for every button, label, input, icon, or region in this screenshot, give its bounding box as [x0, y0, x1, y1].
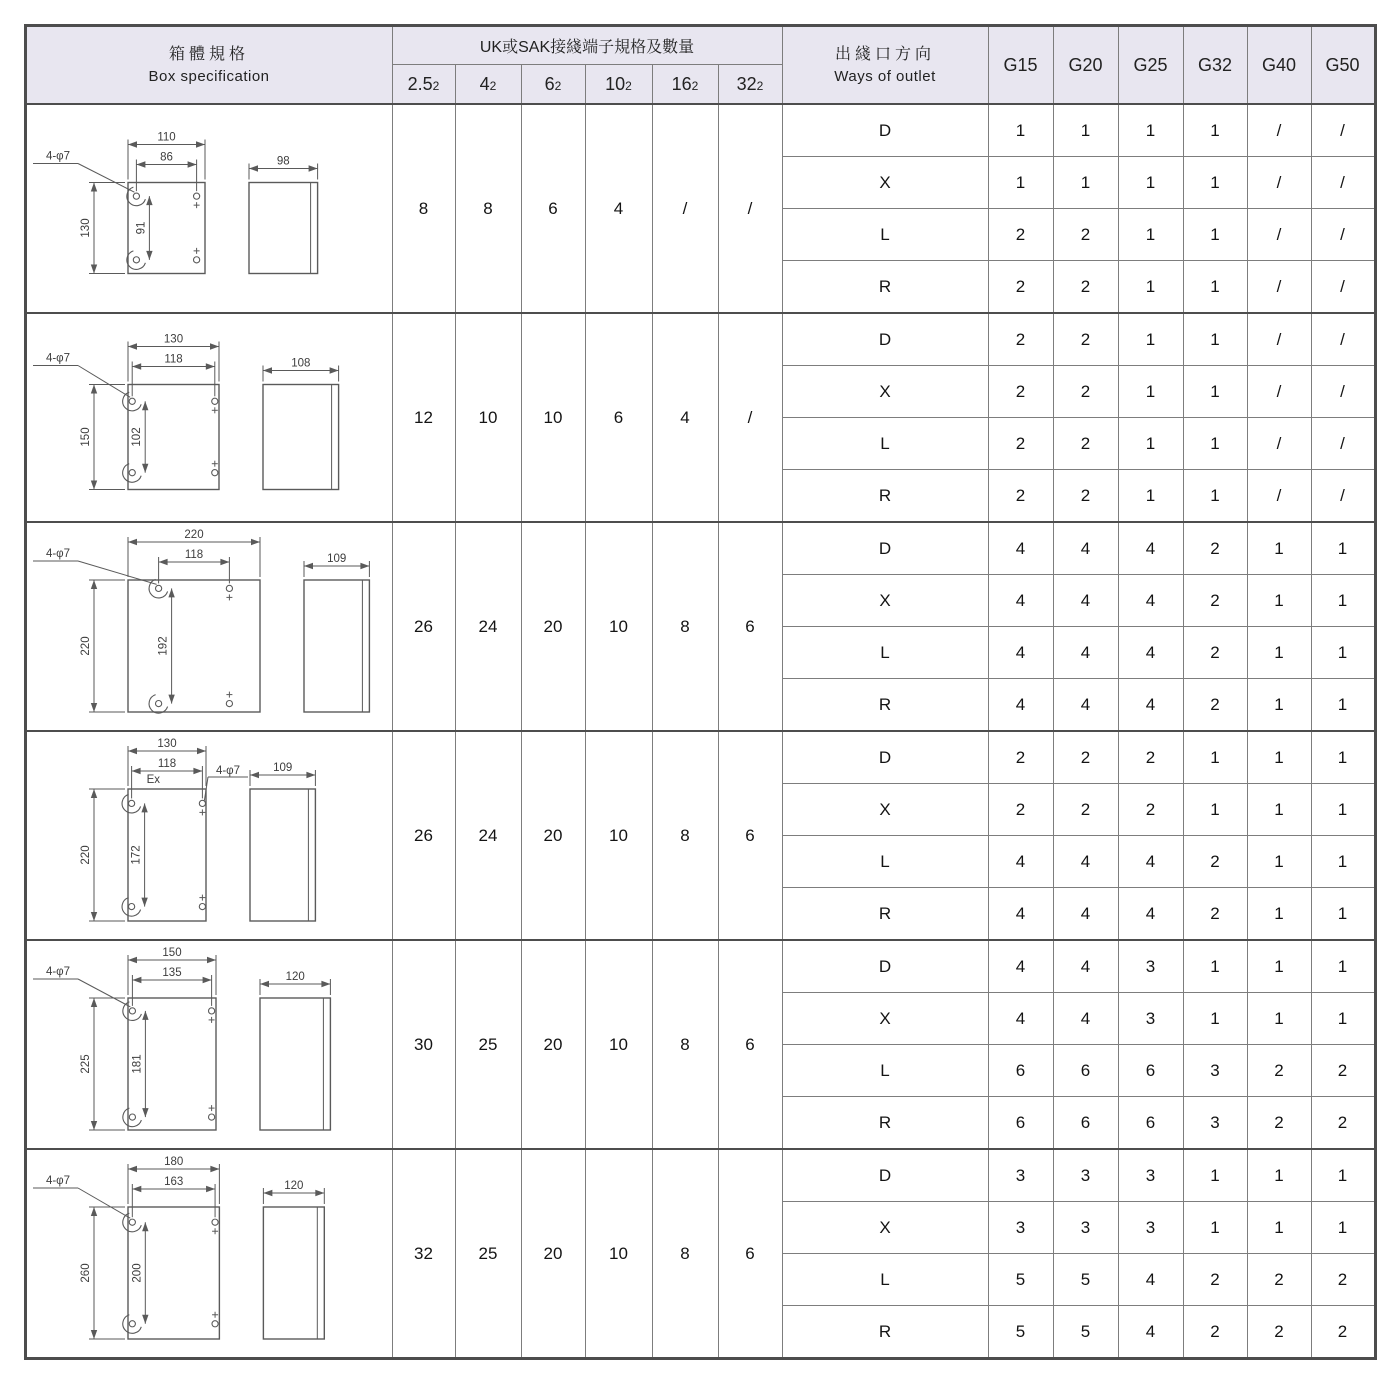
outlet-count-cell: 2: [1053, 261, 1118, 314]
box-drawing-svg: [28, 1153, 390, 1355]
terminal-count-cell: 10: [585, 522, 652, 731]
svg-text:4-φ7: 4-φ7: [215, 764, 241, 777]
outlet-count-cell: 2: [988, 418, 1053, 470]
box-drawing: [25, 731, 392, 940]
outlet-count-cell: 6: [988, 1097, 1053, 1150]
outlet-count-cell: /: [1311, 418, 1375, 470]
outlet-count-cell: /: [1247, 418, 1311, 470]
outlet-count-cell: 4: [1053, 993, 1118, 1045]
svg-text:4-φ7: 4-φ7: [45, 965, 71, 978]
outlet-count-cell: 3: [1118, 1202, 1183, 1254]
outlet-count-cell: /: [1247, 209, 1311, 261]
header-row-top: [25, 26, 1375, 65]
outlet-count-cell: 1: [1183, 940, 1247, 993]
outlet-count-cell: 3: [988, 1149, 1053, 1202]
outlet-count-cell: /: [1247, 104, 1311, 157]
terminal-count-cell: 6: [718, 940, 782, 1149]
outlet-count-cell: 1: [1118, 366, 1183, 418]
outlet-count-cell: 2: [1247, 1306, 1311, 1359]
box-drawing: [25, 1149, 392, 1359]
outlet-count-cell: 2: [1053, 731, 1118, 784]
outlet-direction-cell: R: [782, 261, 988, 314]
outlet-direction-cell: X: [782, 1202, 988, 1254]
outlet-count-cell: 6: [1053, 1097, 1118, 1150]
box-drawing-svg: [28, 526, 390, 728]
outlet-count-cell: 1: [1118, 209, 1183, 261]
outlet-count-cell: 1: [1247, 836, 1311, 888]
outlet-count-cell: 1: [1183, 366, 1247, 418]
outlet-count-cell: 2: [988, 313, 1053, 366]
header-size-16: 162: [652, 65, 718, 105]
outlet-count-cell: 1: [1311, 1149, 1375, 1202]
terminal-count-cell: 4: [652, 313, 718, 522]
outlet-count-cell: 2: [1183, 888, 1247, 941]
outlet-count-cell: 1: [988, 104, 1053, 157]
outlet-count-cell: 2: [1183, 679, 1247, 732]
outlet-count-cell: 1: [1247, 888, 1311, 941]
outlet-count-cell: 1: [1118, 418, 1183, 470]
outlet-count-cell: 1: [1311, 627, 1375, 679]
terminal-count-cell: 32: [392, 1149, 455, 1359]
outlet-count-cell: 6: [988, 1045, 1053, 1097]
svg-text:118: 118: [164, 353, 183, 365]
terminal-count-cell: 6: [718, 1149, 782, 1359]
terminal-count-cell: 10: [585, 731, 652, 940]
outlet-count-cell: 1: [1247, 731, 1311, 784]
outlet-direction-cell: D: [782, 731, 988, 784]
terminal-count-cell: /: [718, 313, 782, 522]
outlet-direction-cell: R: [782, 888, 988, 941]
outlet-direction-cell: X: [782, 157, 988, 209]
outlet-count-cell: 4: [1118, 522, 1183, 575]
svg-text:98: 98: [276, 155, 290, 167]
outlet-count-cell: 3: [1053, 1149, 1118, 1202]
outlet-count-cell: /: [1247, 261, 1311, 314]
box-drawing: [25, 940, 392, 1149]
outlet-count-cell: 4: [1053, 836, 1118, 888]
terminal-count-cell: 8: [652, 940, 718, 1149]
outlet-count-cell: 1: [1311, 836, 1375, 888]
outlet-count-cell: /: [1311, 261, 1375, 314]
svg-text:109: 109: [273, 761, 293, 774]
svg-text:200: 200: [131, 1262, 144, 1283]
svg-text:Ex: Ex: [146, 773, 160, 786]
svg-text:260: 260: [80, 1262, 92, 1283]
outlet-count-cell: 1: [1118, 470, 1183, 523]
outlet-count-cell: 3: [1118, 993, 1183, 1045]
svg-text:220: 220: [80, 635, 92, 656]
outlet-count-cell: 2: [988, 470, 1053, 523]
outlet-count-cell: 3: [1183, 1045, 1247, 1097]
svg-text:150: 150: [162, 946, 182, 959]
outlet-count-cell: 2: [1118, 731, 1183, 784]
header-box-spec-en: Box specification: [148, 68, 270, 86]
outlet-direction-cell: R: [782, 1097, 988, 1150]
terminal-count-cell: 20: [521, 1149, 585, 1359]
table-row: [25, 313, 1375, 366]
header-g50: G50: [1311, 26, 1375, 105]
outlet-count-cell: 2: [1053, 313, 1118, 366]
spec-table: [24, 24, 1377, 1360]
table-header: [25, 26, 1375, 105]
outlet-count-cell: 1: [1311, 784, 1375, 836]
outlet-count-cell: 1: [1247, 627, 1311, 679]
outlet-count-cell: 2: [1311, 1254, 1375, 1306]
svg-text:150: 150: [80, 426, 92, 447]
table-row: [25, 522, 1375, 575]
outlet-count-cell: 2: [1311, 1306, 1375, 1359]
box-drawing-svg: [28, 944, 390, 1146]
outlet-count-cell: 3: [1183, 1097, 1247, 1150]
svg-text:130: 130: [157, 737, 177, 750]
svg-text:120: 120: [285, 970, 305, 983]
svg-text:225: 225: [80, 1053, 92, 1074]
outlet-count-cell: 4: [1118, 888, 1183, 941]
terminal-count-cell: 30: [392, 940, 455, 1149]
outlet-count-cell: 1: [1183, 157, 1247, 209]
outlet-count-cell: 4: [1053, 627, 1118, 679]
svg-text:4-φ7: 4-φ7: [45, 150, 71, 162]
outlet-count-cell: 4: [988, 627, 1053, 679]
outlet-count-cell: 2: [988, 784, 1053, 836]
table-row: [25, 104, 1375, 157]
outlet-count-cell: 1: [1183, 1149, 1247, 1202]
outlet-count-cell: 2: [1053, 418, 1118, 470]
outlet-count-cell: 3: [1053, 1202, 1118, 1254]
svg-text:91: 91: [135, 221, 148, 234]
svg-text:172: 172: [130, 844, 143, 865]
outlet-count-cell: 2: [1183, 836, 1247, 888]
terminal-count-cell: /: [718, 104, 782, 313]
table-body: [25, 104, 1375, 1359]
outlet-count-cell: 1: [1183, 209, 1247, 261]
svg-text:130: 130: [163, 333, 184, 345]
svg-text:86: 86: [160, 151, 173, 163]
outlet-count-cell: 3: [988, 1202, 1053, 1254]
outlet-count-cell: /: [1311, 366, 1375, 418]
outlet-count-cell: 4: [988, 522, 1053, 575]
terminal-count-cell: 6: [585, 313, 652, 522]
outlet-count-cell: 5: [1053, 1306, 1118, 1359]
outlet-count-cell: 1: [1247, 1149, 1311, 1202]
terminal-count-cell: 10: [455, 313, 521, 522]
outlet-count-cell: 3: [1118, 940, 1183, 993]
header-size-10: 102: [585, 65, 652, 105]
outlet-direction-cell: L: [782, 1254, 988, 1306]
svg-text:220: 220: [184, 528, 204, 541]
terminal-count-cell: 6: [521, 104, 585, 313]
terminal-count-cell: 10: [585, 940, 652, 1149]
terminal-count-cell: 8: [652, 522, 718, 731]
svg-text:4-φ7: 4-φ7: [45, 352, 71, 364]
outlet-direction-cell: D: [782, 940, 988, 993]
outlet-count-cell: 2: [1247, 1097, 1311, 1150]
terminal-count-cell: 6: [718, 522, 782, 731]
outlet-count-cell: 1: [1183, 470, 1247, 523]
outlet-count-cell: 1: [1247, 679, 1311, 732]
outlet-count-cell: 2: [1183, 1254, 1247, 1306]
terminal-count-cell: 25: [455, 940, 521, 1149]
svg-text:4-φ7: 4-φ7: [45, 547, 71, 560]
outlet-count-cell: 6: [1118, 1097, 1183, 1150]
outlet-count-cell: 2: [1053, 784, 1118, 836]
outlet-count-cell: 4: [1118, 1306, 1183, 1359]
terminal-count-cell: 26: [392, 731, 455, 940]
svg-text:118: 118: [157, 757, 177, 770]
box-drawing: [25, 313, 392, 522]
outlet-count-cell: /: [1311, 157, 1375, 209]
terminal-count-cell: 8: [652, 1149, 718, 1359]
outlet-count-cell: 4: [1053, 940, 1118, 993]
outlet-count-cell: 2: [1183, 1306, 1247, 1359]
outlet-count-cell: 4: [1118, 679, 1183, 732]
outlet-count-cell: 4: [1053, 679, 1118, 732]
outlet-count-cell: 1: [1183, 784, 1247, 836]
svg-text:163: 163: [164, 1175, 184, 1188]
outlet-direction-cell: L: [782, 1045, 988, 1097]
outlet-count-cell: 6: [1118, 1045, 1183, 1097]
outlet-count-cell: 4: [988, 679, 1053, 732]
outlet-count-cell: 4: [988, 993, 1053, 1045]
header-terminal-group: UK或SAK接綫端子規格及數量: [392, 26, 782, 65]
outlet-count-cell: 2: [1183, 522, 1247, 575]
outlet-count-cell: 4: [1053, 575, 1118, 627]
svg-text:130: 130: [80, 217, 92, 238]
header-box-spec: [25, 26, 392, 105]
outlet-count-cell: 1: [1311, 993, 1375, 1045]
outlet-count-cell: 2: [988, 261, 1053, 314]
outlet-count-cell: 2: [1053, 470, 1118, 523]
outlet-count-cell: 2: [1053, 209, 1118, 261]
terminal-count-cell: 20: [521, 522, 585, 731]
outlet-count-cell: 1: [1183, 731, 1247, 784]
svg-text:108: 108: [291, 357, 311, 369]
outlet-direction-cell: R: [782, 679, 988, 732]
terminal-count-cell: 12: [392, 313, 455, 522]
outlet-count-cell: 4: [1053, 888, 1118, 941]
svg-text:180: 180: [164, 1155, 184, 1168]
svg-text:110: 110: [157, 131, 176, 143]
terminal-count-cell: /: [652, 104, 718, 313]
table-row: [25, 940, 1375, 993]
header-ways-zh: 出綫口方向: [834, 46, 935, 64]
box-drawing-svg: [28, 108, 390, 310]
outlet-count-cell: /: [1311, 470, 1375, 523]
outlet-count-cell: 1: [1311, 731, 1375, 784]
svg-text:181: 181: [131, 1053, 144, 1074]
outlet-count-cell: 1: [988, 157, 1053, 209]
outlet-count-cell: 2: [1183, 575, 1247, 627]
outlet-count-cell: 1: [1183, 104, 1247, 157]
outlet-count-cell: 4: [1053, 522, 1118, 575]
outlet-count-cell: 2: [1118, 784, 1183, 836]
outlet-direction-cell: L: [782, 418, 988, 470]
outlet-count-cell: 4: [988, 575, 1053, 627]
terminal-count-cell: 10: [585, 1149, 652, 1359]
outlet-count-cell: 1: [1247, 1202, 1311, 1254]
outlet-count-cell: 4: [1118, 1254, 1183, 1306]
outlet-count-cell: /: [1311, 313, 1375, 366]
outlet-count-cell: /: [1247, 157, 1311, 209]
outlet-count-cell: 2: [1311, 1097, 1375, 1150]
outlet-count-cell: 1: [1311, 888, 1375, 941]
outlet-count-cell: 2: [1247, 1254, 1311, 1306]
terminal-count-cell: 20: [521, 731, 585, 940]
outlet-count-cell: /: [1311, 104, 1375, 157]
outlet-direction-cell: D: [782, 522, 988, 575]
outlet-count-cell: 3: [1118, 1149, 1183, 1202]
outlet-count-cell: 4: [1118, 836, 1183, 888]
terminal-count-cell: 10: [521, 313, 585, 522]
outlet-count-cell: 4: [988, 940, 1053, 993]
outlet-count-cell: /: [1311, 209, 1375, 261]
box-drawing-svg: [28, 735, 390, 937]
header-g25: G25: [1118, 26, 1183, 105]
terminal-count-cell: 6: [718, 731, 782, 940]
outlet-count-cell: 1: [1247, 784, 1311, 836]
terminal-count-cell: 8: [455, 104, 521, 313]
header-size-32: 322: [718, 65, 782, 105]
table-row: [25, 1149, 1375, 1202]
terminal-count-cell: 4: [585, 104, 652, 313]
outlet-count-cell: 1: [1183, 993, 1247, 1045]
outlet-count-cell: /: [1247, 313, 1311, 366]
header-box-spec-zh: 箱體規格: [168, 46, 249, 64]
outlet-count-cell: 1: [1183, 418, 1247, 470]
terminal-count-cell: 24: [455, 522, 521, 731]
header-size-2.5: 2.52: [392, 65, 455, 105]
terminal-count-cell: 26: [392, 522, 455, 731]
terminal-count-cell: 24: [455, 731, 521, 940]
terminal-count-cell: 8: [392, 104, 455, 313]
outlet-count-cell: 1: [1311, 522, 1375, 575]
outlet-count-cell: 4: [988, 836, 1053, 888]
outlet-count-cell: 1: [1118, 157, 1183, 209]
outlet-count-cell: 1: [1183, 313, 1247, 366]
outlet-count-cell: 1: [1311, 575, 1375, 627]
outlet-count-cell: 1: [1118, 313, 1183, 366]
outlet-direction-cell: L: [782, 836, 988, 888]
outlet-count-cell: 1: [1183, 261, 1247, 314]
outlet-count-cell: 1: [1118, 261, 1183, 314]
outlet-direction-cell: L: [782, 209, 988, 261]
outlet-count-cell: 4: [1118, 627, 1183, 679]
header-size-6: 62: [521, 65, 585, 105]
outlet-count-cell: 2: [988, 209, 1053, 261]
terminal-count-cell: 25: [455, 1149, 521, 1359]
outlet-count-cell: 4: [988, 888, 1053, 941]
outlet-count-cell: 1: [1118, 104, 1183, 157]
svg-text:120: 120: [284, 1179, 304, 1192]
outlet-direction-cell: R: [782, 1306, 988, 1359]
outlet-count-cell: 6: [1053, 1045, 1118, 1097]
outlet-count-cell: 2: [988, 731, 1053, 784]
outlet-count-cell: 4: [1118, 575, 1183, 627]
terminal-count-cell: 8: [652, 731, 718, 940]
outlet-count-cell: 1: [1311, 940, 1375, 993]
header-g15: G15: [988, 26, 1053, 105]
outlet-direction-cell: R: [782, 470, 988, 523]
box-drawing-svg: [28, 317, 390, 519]
table-row: [25, 731, 1375, 784]
svg-text:118: 118: [184, 548, 204, 561]
svg-text:102: 102: [131, 426, 144, 447]
header-ways-of-outlet: [782, 26, 988, 105]
outlet-count-cell: 2: [1311, 1045, 1375, 1097]
outlet-count-cell: 5: [988, 1254, 1053, 1306]
svg-text:220: 220: [80, 844, 92, 865]
outlet-direction-cell: X: [782, 366, 988, 418]
header-g40: G40: [1247, 26, 1311, 105]
outlet-count-cell: 1: [1247, 575, 1311, 627]
outlet-count-cell: 5: [988, 1306, 1053, 1359]
outlet-direction-cell: X: [782, 993, 988, 1045]
outlet-count-cell: 5: [1053, 1254, 1118, 1306]
terminal-count-cell: 20: [521, 940, 585, 1149]
outlet-count-cell: 1: [1053, 104, 1118, 157]
header-g32: G32: [1183, 26, 1247, 105]
box-drawing: [25, 522, 392, 731]
outlet-direction-cell: L: [782, 627, 988, 679]
outlet-count-cell: /: [1247, 366, 1311, 418]
outlet-count-cell: 1: [1311, 1202, 1375, 1254]
outlet-count-cell: 1: [1247, 522, 1311, 575]
outlet-count-cell: 1: [1053, 157, 1118, 209]
svg-text:192: 192: [157, 635, 170, 656]
header-g20: G20: [1053, 26, 1118, 105]
outlet-count-cell: 1: [1183, 1202, 1247, 1254]
outlet-count-cell: 2: [1247, 1045, 1311, 1097]
outlet-direction-cell: X: [782, 784, 988, 836]
outlet-direction-cell: D: [782, 1149, 988, 1202]
outlet-count-cell: 1: [1247, 993, 1311, 1045]
header-ways-en: Ways of outlet: [834, 68, 936, 86]
svg-text:135: 135: [162, 966, 182, 979]
outlet-count-cell: /: [1247, 470, 1311, 523]
outlet-direction-cell: D: [782, 104, 988, 157]
outlet-count-cell: 2: [1183, 627, 1247, 679]
svg-text:4-φ7: 4-φ7: [45, 1174, 71, 1187]
outlet-count-cell: 1: [1311, 679, 1375, 732]
header-size-4: 42: [455, 65, 521, 105]
outlet-direction-cell: D: [782, 313, 988, 366]
outlet-count-cell: 2: [988, 366, 1053, 418]
outlet-direction-cell: X: [782, 575, 988, 627]
svg-text:109: 109: [327, 552, 347, 565]
box-drawing: [25, 104, 392, 313]
outlet-count-cell: 2: [1053, 366, 1118, 418]
outlet-count-cell: 1: [1247, 940, 1311, 993]
